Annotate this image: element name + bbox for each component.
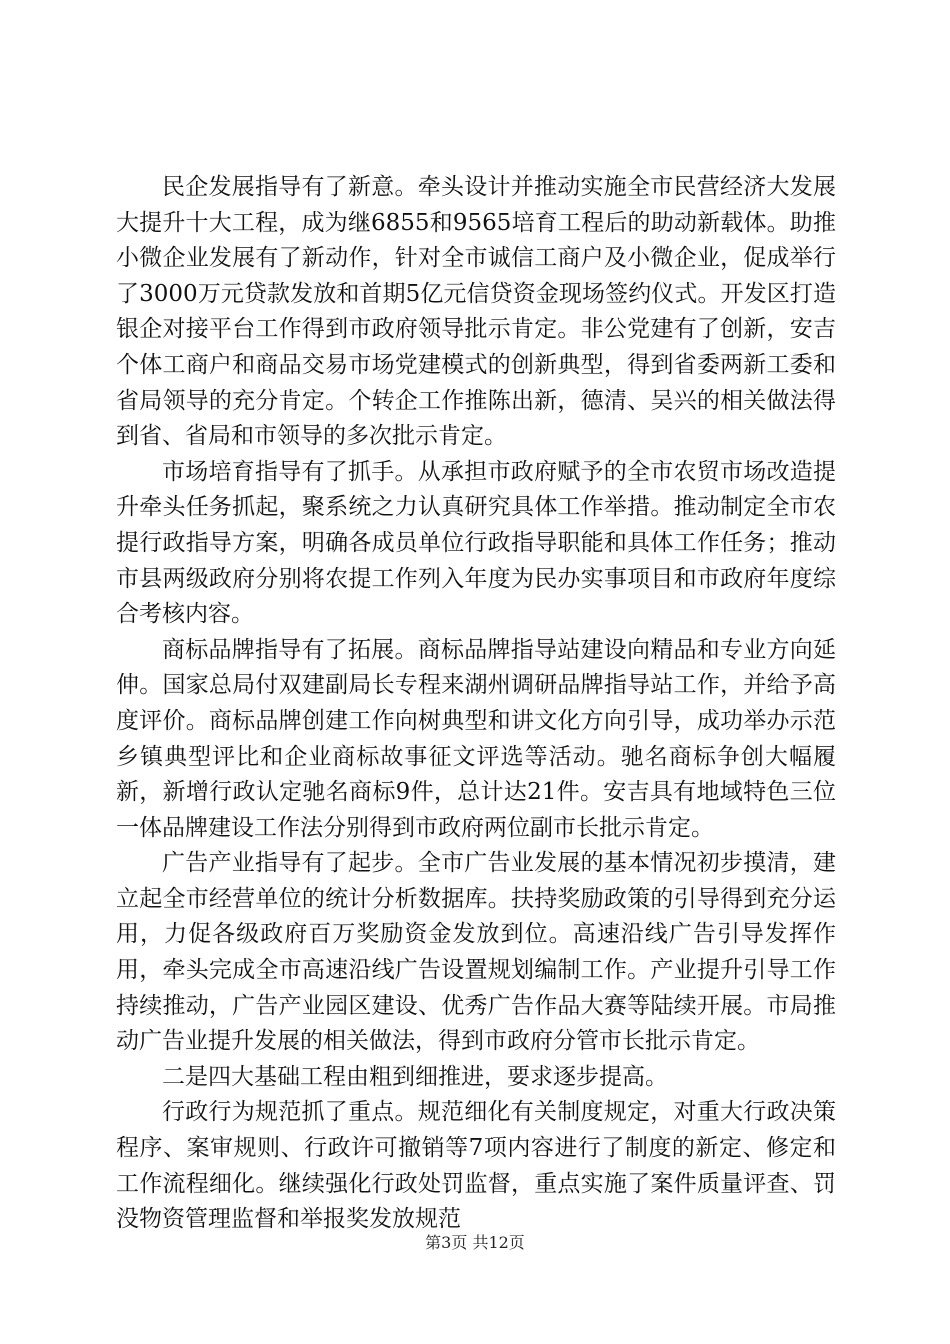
page-number-footer: 第3页 共12页 xyxy=(425,1233,525,1252)
paragraph-four-basic-projects: 二是四大基础工程由粗到细推进，要求逐步提高。 xyxy=(162,1063,668,1090)
paragraph-private-enterprise: 民企发展指导有了新意。牵头设计并推动实施全市民营经济大发展大提升十大工程，成为继6855和9565培育工程后的助动新载体。助推小微企业发展有了新动作，针对全市诚信工商户及小微企业，促成举行了3000万元贷款发放和首期5亿元信贷资金现场签约仪式。开发区打造银企对接平台工作得到市政府领导批示肯定。非公党建有了创新，安吉个体工商户和商品交易市场党建模式的创新典型，得到省委两新工委和省局领导的充分肯定。个转企工作推陈出新，德清、吴兴的相关做法得到省、省局和市领导的多次批示肯定。 xyxy=(116,174,836,450)
paragraph-advertising-industry: 广告产业指导有了起步。全市广告业发展的基本情况初步摸清，建立起全市经营单位的统计分析数据库。扶持奖励政策的引导得到充分运用，力促各级政府百万奖励资金发放到位。高速沿线广告引导发挥作用，牵头完成全市高速沿线广告设置规划编制工作。产业提升引导工作持续推动，广告产业园区建设、优秀广告作品大赛等陆续开展。市局推动广告业提升发展的相关做法，得到市政府分管市长批示肯定。 xyxy=(116,850,836,1055)
paragraph-administrative-conduct: 行政行为规范抓了重点。规范细化有关制度规定，对重大行政决策程序、案审规则、行政许可撤销等7项内容进行了制度的新定、修定和工作流程细化。继续强化行政处罚监督，重点实施了案件质量评查、罚没物资管理监督和举报奖发放规范 xyxy=(116,1099,836,1233)
paragraph-market-cultivation: 市场培育指导有了抓手。从承担市政府赋予的全市农贸市场改造提升牵头任务抓起，聚系统之力认真研究具体工作举措。推动制定全市农提行政指导方案，明确各成员单位行政指导职能和具体工作任务；推动市县两级政府分别将农提工作列入年度为民办实事项目和市政府年度综合考核内容。 xyxy=(116,458,836,628)
paragraph-trademark-brand: 商标品牌指导有了拓展。商标品牌指导站建设向精品和专业方向延伸。国家总局付双建副局长专程来湖州调研品牌指导站工作，并给予高度评价。商标品牌创建工作向树典型和讲文化方向引导，成功举办示范乡镇典型评比和企业商标故事征文评选等活动。驰名商标争创大幅履新，新增行政认定驰名商标9件，总计达21件。安吉具有地域特色三位一体品牌建设工作法分别得到市政府两位副市长批示肯定。 xyxy=(116,636,836,841)
document-body xyxy=(116,170,836,1238)
